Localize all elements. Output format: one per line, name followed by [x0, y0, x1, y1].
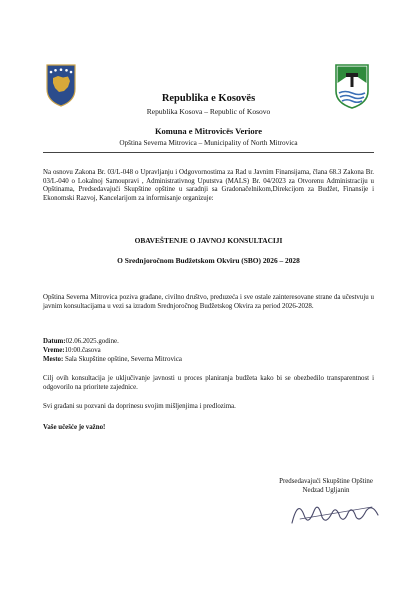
time-line — [43, 346, 101, 355]
date-label: Datum: — [43, 338, 66, 345]
republic-heading: Republika e Kosovës — [161, 93, 256, 104]
commune-heading: Komuna e Mitrovicës Veriore — [154, 126, 263, 136]
handwritten-signature — [288, 493, 384, 533]
time-value: 10:00.časova — [64, 347, 101, 354]
time-label: Vreme: — [43, 347, 65, 354]
republic-subheading: Republika Kosova – Republic of Kosovo — [146, 107, 271, 116]
signatory-title: Predsedavajući Skupštine Opštine — [279, 478, 373, 485]
place-label: Mesto: — [43, 356, 64, 363]
date-line — [43, 337, 119, 346]
commune-subheading: Opština Severna Mitrovica – Municipality of North Mitrovica — [119, 139, 298, 147]
notice-subtitle: O Srednjoročnom Budžetskom Okviru (SBO) 2026 – 2028 — [117, 256, 300, 265]
body-paragraph: Opština Severna Mitrovica poziva građane, civilno društvo, preduzeća i sve ostale zainteresovane strane da učestvuju u javnim konsultacijama u vezi sa izradom Srednjoročnog Budžetskog Okvira za period 2026-2028. — [43, 294, 374, 310]
place-line — [43, 355, 182, 364]
date-value: 02.06.2025.godine. — [65, 338, 119, 345]
intro-paragraph: Na osnovu Zakona Br. 03/L-048 o Upravljanju i Odgovornostima za Rad u Javnim Finansijama, člana 68.3 Zakona Br. 03/L-040 o Lokalnoj Samoupravi , Administrativnog Uputstva (MALS) Br. 04/2023 za Otvorenu Administraciju u Opštinama, Predsedavajući Skupštine opštine u saradnji sa Gradonačelnikom,Direkcijom za Budžet, Finansije i Ekonomski Razvoj, Kancelarijom za informisanje organizuje: — [43, 169, 374, 202]
notice-title: OBAVEŠTENJE O JAVNOJ KONSULTACIJI — [134, 236, 283, 245]
signatory-name: Nedzad Ugljanin — [302, 487, 350, 494]
header-divider — [43, 152, 374, 153]
place-value: Sala Skupštine opštine, Severna Mitrovica — [63, 356, 182, 363]
closing-statement: Vaše učešće je važno! — [43, 424, 106, 431]
goal-paragraph: Cilj ovih konsultacija je uključivanje javnosti u proces planiranja budžeta kako bi se obezbedilo transparentnost i odgovorilo na prioritete zajednice. — [43, 375, 374, 391]
invite-paragraph: Svi građani su pozvani da doprinesu svojim mišljenjima i predlozima. — [43, 403, 236, 410]
